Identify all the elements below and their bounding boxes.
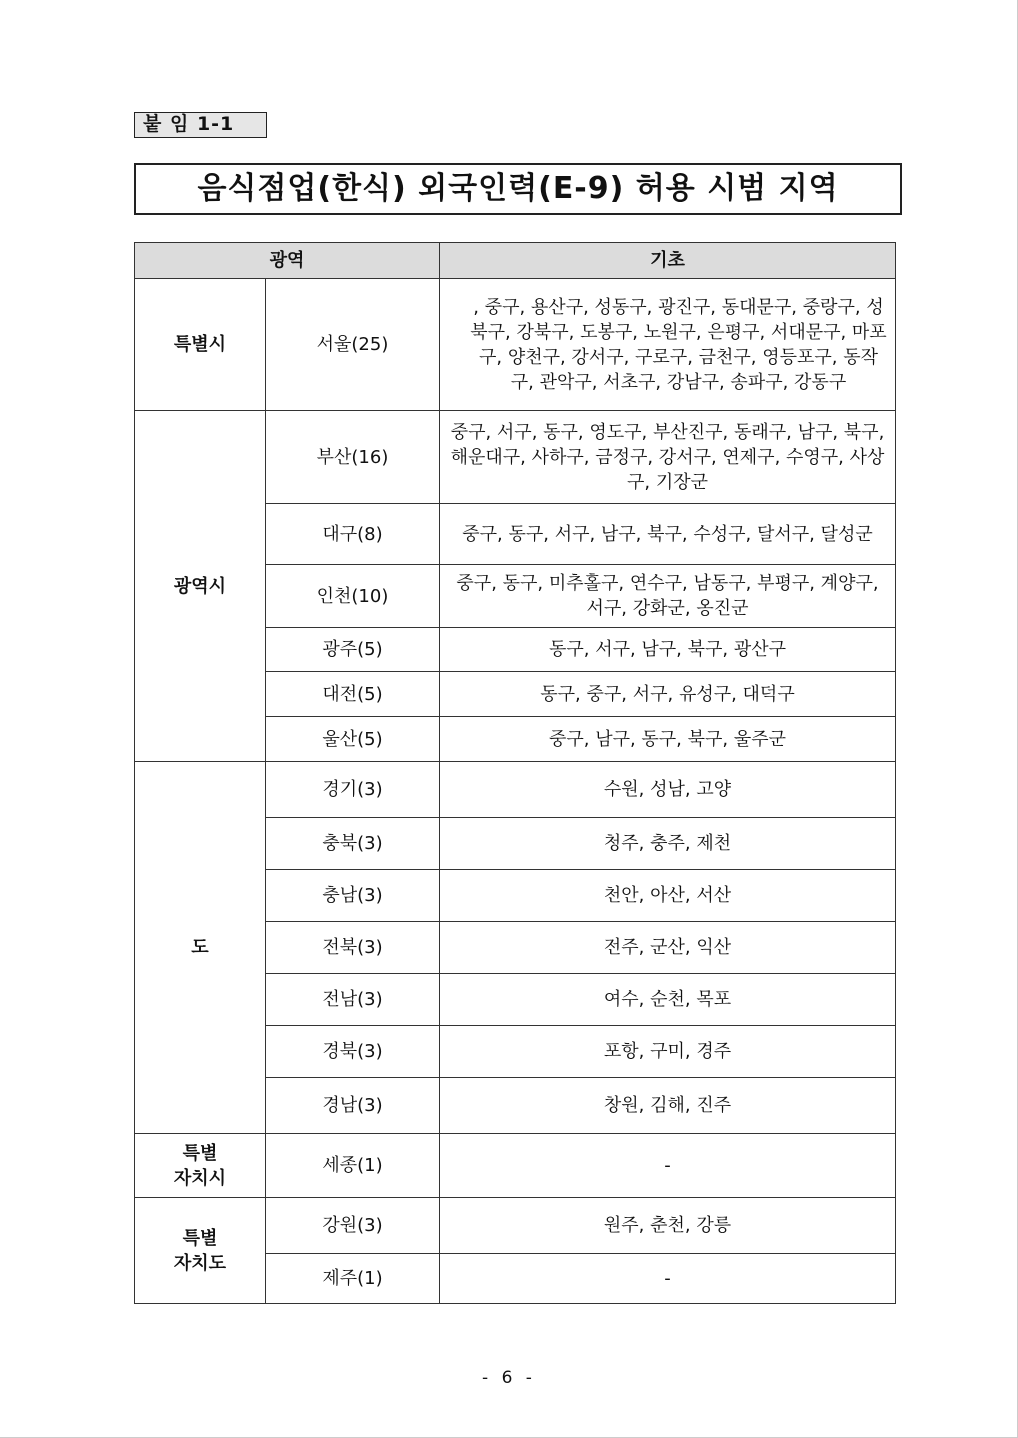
region-cell: 충북(3) <box>266 818 440 870</box>
districts-cell: 청주, 충주, 제천 <box>440 818 896 870</box>
region-cell: 울산(5) <box>266 717 440 762</box>
districts-cell: 수원, 성남, 고양 <box>440 762 896 818</box>
category-cell: 특별 자치시 <box>135 1134 266 1198</box>
districts-cell: 원주, 춘천, 강릉 <box>440 1198 896 1254</box>
table-row <box>135 1134 896 1198</box>
region-cell: 서울(25) <box>266 279 440 411</box>
districts-cell: - <box>440 1134 896 1198</box>
districts-cell: 창원, 김해, 진주 <box>440 1078 896 1134</box>
districts-cell: 중구, 동구, 서구, 남구, 북구, 수성구, 달서구, 달성군 <box>440 504 896 565</box>
region-table <box>134 242 896 1304</box>
region-cell: 경북(3) <box>266 1026 440 1078</box>
districts-cell: 전주, 군산, 익산 <box>440 922 896 974</box>
districts-cell: 동구, 서구, 남구, 북구, 광산구 <box>440 628 896 672</box>
districts-cell: 중구, 남구, 동구, 북구, 울주군 <box>440 717 896 762</box>
category-cell: 특별시 <box>135 279 266 411</box>
table-header-row <box>135 243 896 279</box>
category-cell: 도 <box>135 762 266 1134</box>
region-cell: 제주(1) <box>266 1254 440 1304</box>
districts-cell: 포항, 구미, 경주 <box>440 1026 896 1078</box>
region-cell: 충남(3) <box>266 870 440 922</box>
region-cell: 강원(3) <box>266 1198 440 1254</box>
districts-cell: 여수, 순천, 목포 <box>440 974 896 1026</box>
region-cell: 전남(3) <box>266 974 440 1026</box>
districts-cell: , 중구, 용산구, 성동구, 광진구, 동대문구, 중랑구, 성북구, 강북구, 도봉구, 노원구, 은평구, 서대문구, 마포구, 양천구, 강서구, 구로구, 금천구, 영등포구, 동작구, 관악구, 서초구, 강남구, 송파구, 강동구 <box>440 279 896 411</box>
districts-cell: 중구, 동구, 미추홀구, 연수구, 남동구, 부평구, 계양구, 서구, 강화군, 옹진군 <box>440 565 896 628</box>
districts-cell: 천안, 아산, 서산 <box>440 870 896 922</box>
document-title: 음식점업(한식) 외국인력(E-9) 허용 시범 지역 <box>134 163 902 215</box>
region-cell: 대구(8) <box>266 504 440 565</box>
region-cell: 부산(16) <box>266 411 440 504</box>
region-cell: 경남(3) <box>266 1078 440 1134</box>
attachment-label: 붙 임 1-1 <box>134 112 267 138</box>
category-cell: 광역시 <box>135 411 266 762</box>
districts-cell: 동구, 중구, 서구, 유성구, 대덕구 <box>440 672 896 717</box>
region-cell: 경기(3) <box>266 762 440 818</box>
region-cell: 대전(5) <box>266 672 440 717</box>
region-cell: 인천(10) <box>266 565 440 628</box>
category-cell: 특별 자치도 <box>135 1198 266 1304</box>
table-row <box>135 1198 896 1254</box>
header-metro: 광역 <box>135 243 440 279</box>
table-row <box>135 762 896 818</box>
districts-cell: 중구, 서구, 동구, 영도구, 부산진구, 동래구, 남구, 북구, 해운대구, 사하구, 금정구, 강서구, 연제구, 수영구, 사상구, 기장군 <box>440 411 896 504</box>
districts-cell: - <box>440 1254 896 1304</box>
table-row <box>135 279 896 411</box>
page-number: - 6 - <box>482 1368 536 1388</box>
region-cell: 전북(3) <box>266 922 440 974</box>
region-cell: 광주(5) <box>266 628 440 672</box>
table-row <box>135 411 896 504</box>
region-cell: 세종(1) <box>266 1134 440 1198</box>
header-basic: 기초 <box>440 243 896 279</box>
